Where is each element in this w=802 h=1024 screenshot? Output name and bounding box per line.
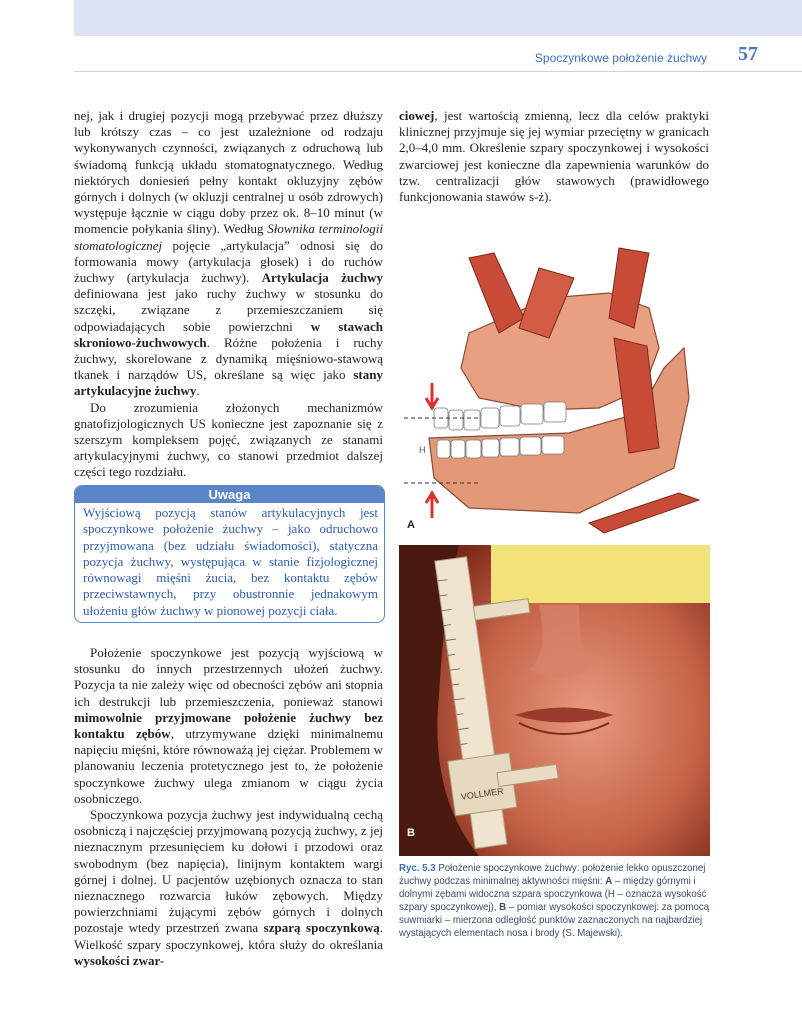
text-run: – między górnymi i dolnymi zębami widoczna szpara spoczynkowa (H – oznacza wysokość szpary spoczynkowej),	[399, 876, 707, 913]
caliper-brand: VOLLMER	[460, 785, 505, 802]
text-run: definiowana jest jako ruchy żuchwy w stosunku do szczęki, związane z przemieszczaniem się odpowiadających sobie powierzchni	[74, 286, 383, 334]
note-title: Uwaga	[75, 486, 384, 503]
figure-label-a: A	[407, 519, 415, 531]
left-column-bottom	[74, 645, 383, 969]
note-text: Wyjściową pozycją stanów artykulacyjnych jest spoczynkowe położenie żuchwy – jako odruchowo przyjmowana (bez udziału świadomości), statyczna pozycja żuchwy, występująca w stanie fizjologicznej równowagi mięśni żucia, bez kontaktu zębów przeciwstawnych, przy obustronnie jednakowym ułożeniu głów żuchwy w pionowej pozycji ciała.	[83, 505, 378, 618]
text-run: , utrzymywane dzięki minimalnemu napięciu mięśni, które równoważą jej ciężar. Problemem w planowaniu leczenia protetycznego jest to, że położenie spoczynkowe żuchwy ulega zmianom w ciągu życia osobniczego.	[74, 726, 383, 806]
paragraph-right-1	[399, 108, 709, 205]
left-column-top	[74, 108, 383, 481]
text-run: pojęcie „artykulacja” odnosi się do formowania mowy (artykulacja głosek) i do ruchów żuchwy (artykulacja żuchwy).	[74, 237, 383, 286]
paragraph-2: Do zrozumienia złożonych mechanizmów gnatofizjologicznych US konieczne jest zapoznanie się z szerszym kompleksem pojęć, związanych ze stanami artykulacyjnymi żuchwy, co stanowi przedmiot dalszej części tego rozdziału.	[74, 399, 383, 480]
header-rule	[74, 71, 802, 72]
figure-b-photo	[399, 545, 710, 856]
text-run: Słownika terminologii stomatologicznej	[74, 221, 383, 253]
text-run: Położenie spoczynkowe jest pozycją wyjściową w stosunku do innych przestrzennych ułożeń żuchwy. Pozycja ta nie zależy więc od obecności zębów ani stopnia ich destrukcji lub przemieszczenia, ponieważ stanowi	[74, 645, 383, 709]
text-run: wysokości zwar-	[74, 952, 165, 968]
text-run: szparą spoczynkową	[263, 920, 380, 936]
figure-a-illustration	[399, 238, 710, 538]
h-label: H	[419, 445, 426, 455]
caliper-photo	[399, 545, 710, 856]
paragraph-1	[74, 108, 383, 400]
paragraph-3	[74, 645, 383, 807]
paragraph-4	[74, 807, 383, 969]
text-run: nej, jak i drugiej pozycji mogą przebywać przez dłuższy lub krótszy czas – co jest uzależnione od rodzaju wykonywanych czynności, związanych z odruchową lub świadomą funkcją układu stomatognatycznego. Według niektórych doniesień pełny kontakt okluzyjny zębów górnych i dolnych (w okluzji centralnej u osób zdrowych) występuje łącznie w ciągu doby przez ok. 8–10 minut (w momencie połykania śliny). Według	[74, 108, 383, 237]
header-band	[74, 0, 802, 36]
figure-caption	[399, 862, 710, 940]
text-run: ciowej	[399, 108, 435, 123]
text-run: Spoczynkowa pozycja żuchwy jest indywidualną cechą osobniczą i najczęściej przyjmowaną pozycją żuchwy, z jej nieznacznym przesunięciem ku dołowi i przodowi oraz swobodnym (bez napięcia), linijnym kontaktem wargi górnej i dolnej. U pacjentów uzębionych oznacza to stan nieznacznego rozwarcia łuków zębowych. Między powierzchniami żującymi zębów górnych i dolnych pozostaje wtedy przestrzeń zwana	[74, 807, 383, 936]
text-run: Artykulacja żuchwy	[261, 270, 383, 286]
text-run: stany artykulacyjne żuchwy	[74, 367, 383, 399]
text-run: . Wielkość szpary spoczynkowej, która służy do określania	[74, 920, 383, 952]
text-run: B	[499, 902, 507, 913]
text-run: – pomiar wysokości spoczynkowej: za pomocą suwmiarki – mierzona odległość punktów zaznaczonych na najbardziej wystających elementach nosa i brody (S. Majewski).	[399, 902, 710, 939]
page-number: 57	[738, 43, 758, 65]
text-run: A	[605, 876, 613, 887]
figure-label-b: B	[407, 827, 415, 839]
text-run: .	[196, 383, 200, 399]
jaw-diagram	[399, 238, 710, 538]
text-run: , jest wartością zmienną, lecz dla celów praktyki klinicznej przyjmuje się jej wymiar przeciętny w granicach 2,0–4,0 mm. Określenie szpary spoczynkowej i wysokości zwarciowej jest konieczne dla zapewnienia warunków do tzw. centralizacji głów stawowych (prawidłowego funkcjonowania stawów s-ż).	[399, 108, 709, 205]
text-run: w stawach skroniowo-żuchwowych	[74, 318, 384, 350]
running-title: Spoczynkowe położenie żuchwy	[534, 51, 707, 65]
note-box	[74, 485, 385, 623]
text-run: Położenie spoczynkowe żuchwy: położenie lekko opuszczonej żuchwy podczas minimalnej aktywności mięśni:	[399, 863, 706, 887]
text-run: mimowolnie przyjmowane położenie żuchwy bez kontaktu zębów	[74, 709, 383, 742]
text-run: . Różne położenia i ruchy żuchwy, skorelowane z dynamiką mięśniowo-stawową tkanek i narządów US, określane są więc jako	[74, 334, 383, 383]
text-run: Ryc. 5.3	[399, 863, 436, 874]
right-column	[399, 108, 709, 205]
